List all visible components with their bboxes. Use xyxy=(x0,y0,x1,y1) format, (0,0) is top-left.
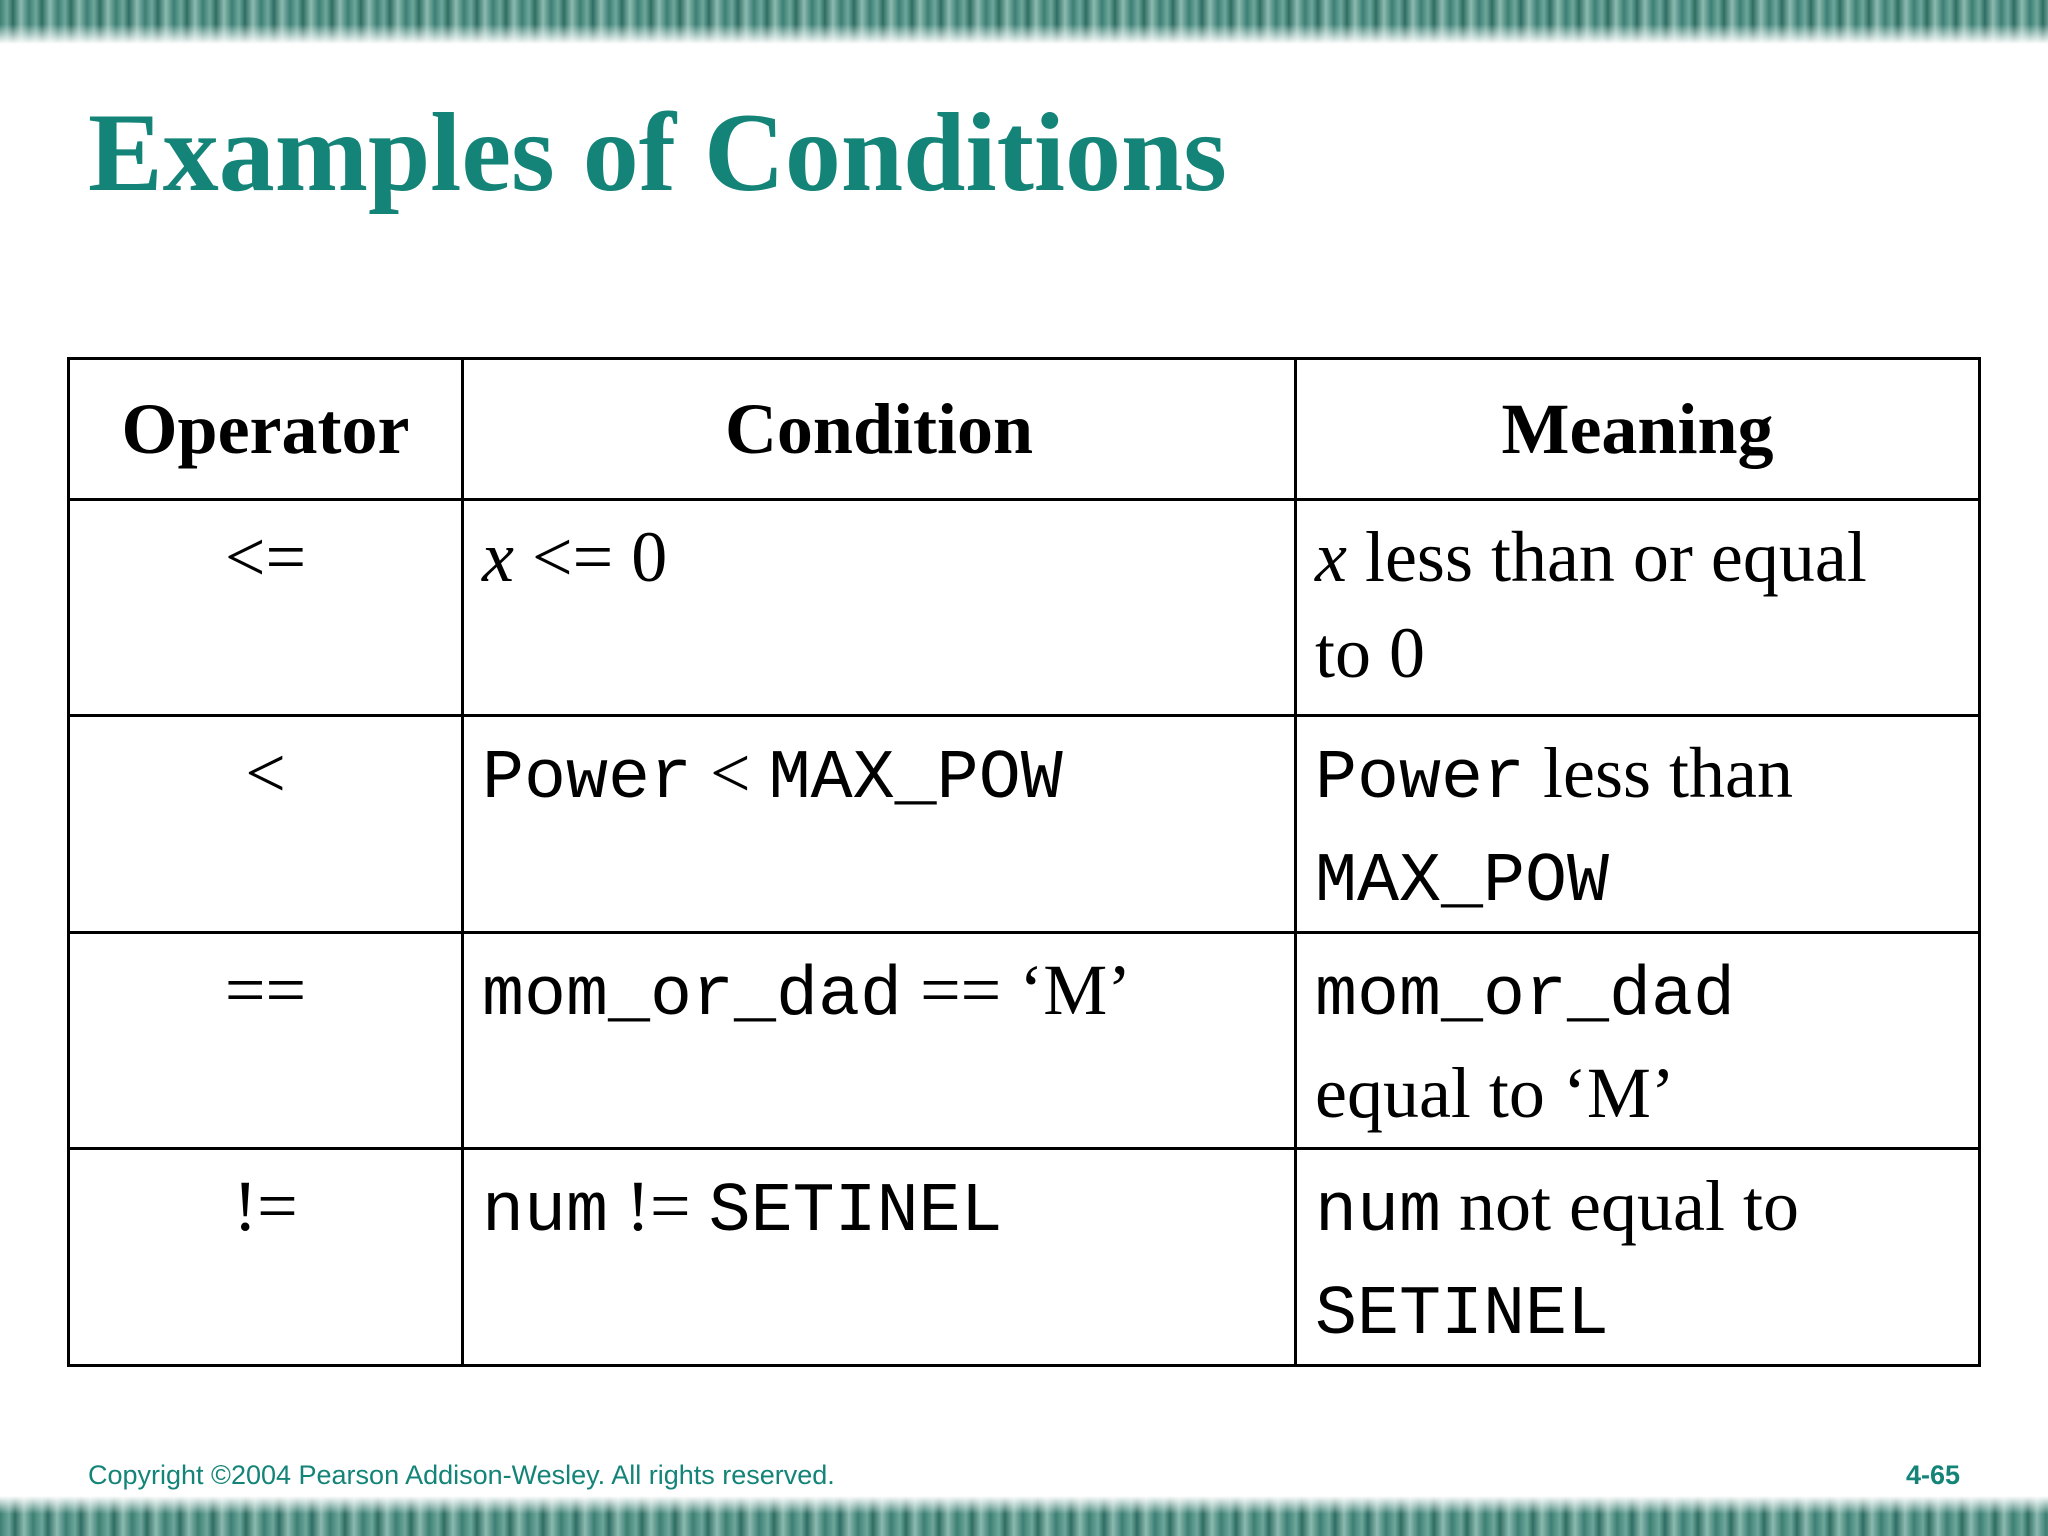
operator-cell: == xyxy=(69,933,463,1149)
meaning-lhs: Power xyxy=(1315,740,1526,819)
condition-cell xyxy=(463,500,1296,716)
condition-rhs: SETINEL xyxy=(708,1173,1003,1252)
condition-operator: != xyxy=(626,1166,691,1246)
condition-cell xyxy=(463,716,1296,933)
meaning-text-continued: to 0 xyxy=(1315,613,1426,693)
meaning-cell xyxy=(1296,716,1980,933)
meaning-rhs: SETINEL xyxy=(1315,1276,1610,1355)
slide-number: 4-65 xyxy=(1905,1460,1960,1490)
table-row xyxy=(69,1149,1980,1366)
meaning-text: equal to ‘M’ xyxy=(1315,1053,1675,1133)
operator-cell: != xyxy=(69,1149,463,1366)
condition-rhs: MAX_POW xyxy=(768,740,1063,819)
table-row xyxy=(69,716,1980,933)
bottom-decorative-band xyxy=(0,1496,2048,1536)
table-row xyxy=(69,500,1980,716)
condition-operator: <= xyxy=(531,517,614,597)
condition-operator: == xyxy=(920,950,1002,1030)
meaning-lhs: mom_or_dad xyxy=(1315,957,1736,1036)
condition-lhs: mom_or_dad xyxy=(482,957,903,1036)
condition-lhs: num xyxy=(482,1173,609,1252)
header-meaning: Meaning xyxy=(1296,359,1980,500)
slide-title: Examples of Conditions xyxy=(88,91,1227,215)
header-condition: Condition xyxy=(463,359,1296,500)
condition-cell xyxy=(463,1149,1296,1366)
meaning-cell xyxy=(1296,933,1980,1149)
table-header-row xyxy=(69,359,1980,500)
top-decorative-band xyxy=(0,0,2048,44)
condition-variable: x xyxy=(482,517,514,597)
meaning-variable: x xyxy=(1315,517,1347,597)
table-row xyxy=(69,933,1980,1149)
condition-operator: < xyxy=(710,733,751,813)
meaning-lhs: num xyxy=(1315,1173,1442,1252)
operator-cell: < xyxy=(69,716,463,933)
header-operator: Operator xyxy=(69,359,463,500)
condition-lhs: Power xyxy=(482,740,693,819)
condition-value: 0 xyxy=(631,517,668,597)
meaning-cell xyxy=(1296,500,1980,716)
conditions-table xyxy=(67,357,1981,1367)
meaning-text: less than xyxy=(1543,733,1794,813)
copyright-notice: Copyright ©2004 Pearson Addison-Wesley. All rights reserved. xyxy=(88,1460,835,1490)
meaning-text: not equal to xyxy=(1459,1166,1799,1246)
meaning-cell xyxy=(1296,1149,1980,1366)
operator-cell: <= xyxy=(69,500,463,716)
condition-cell xyxy=(463,933,1296,1149)
meaning-rhs: MAX_POW xyxy=(1315,843,1610,922)
condition-rhs: ‘M’ xyxy=(1019,950,1132,1030)
meaning-text: less than or equal xyxy=(1364,517,1867,597)
